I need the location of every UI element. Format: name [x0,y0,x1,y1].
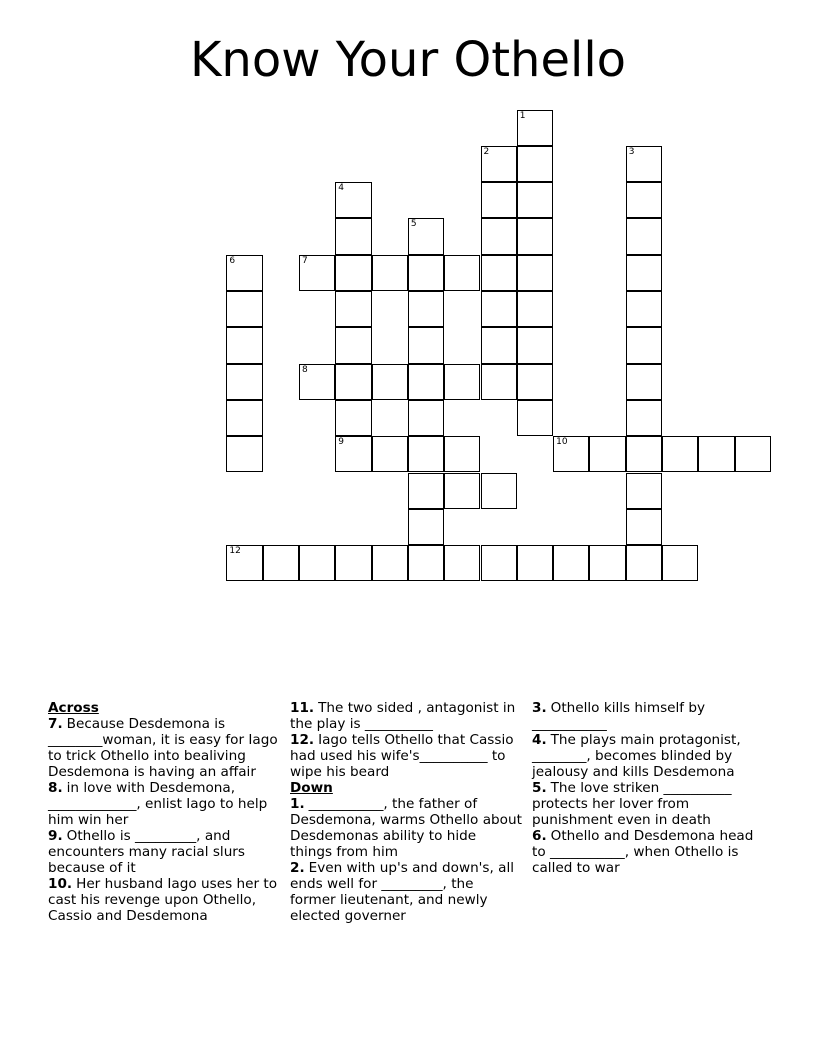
grid-cell[interactable] [408,218,444,254]
grid-cell[interactable] [626,364,662,400]
grid-cell[interactable] [626,255,662,291]
grid-cell[interactable] [226,255,262,291]
grid-cell[interactable] [626,545,662,581]
grid-cell[interactable] [517,182,553,218]
clue-number: 5. [532,780,547,796]
grid-cell[interactable] [263,545,299,581]
grid-cell[interactable] [481,327,517,363]
grid-cell[interactable] [517,327,553,363]
grid-cell[interactable] [662,436,698,472]
clue-item [532,828,768,876]
clue-text: ___________, the father of Desdemona, warms Othello about Desdemonas ability to hide things from him [290,796,522,860]
clue-item [48,828,280,876]
clue-text: The plays main protagonist, ________, becomes blinded by jealousy and kills Desdemona [532,732,741,780]
clue-number: 8. [48,780,63,796]
grid-cell[interactable] [517,218,553,254]
grid-cell[interactable] [226,291,262,327]
grid-cell[interactable] [626,473,662,509]
clue-number-label: 6 [229,255,236,266]
clue-text: Her husband Iago uses her to cast his revenge upon Othello, Cassio and Desdemona [48,876,278,924]
grid-cell[interactable] [698,436,734,472]
grid-cell[interactable] [481,473,517,509]
grid-cell[interactable] [226,436,262,472]
grid-cell[interactable] [589,545,625,581]
clue-text: in love with Desdemona, _____________, enlist Iago to help him win her [48,780,268,828]
grid-cell[interactable] [517,110,553,146]
clue-number: 1. [290,796,305,812]
clue-item [532,732,768,780]
grid-cell[interactable] [444,436,480,472]
grid-cell[interactable] [626,327,662,363]
clue-number: 2. [290,860,305,876]
clue-number-label: 10 [556,437,568,448]
clue-number: 7. [48,716,63,732]
grid-cell[interactable] [517,400,553,436]
grid-cell[interactable] [626,218,662,254]
clue-item [290,700,522,732]
grid-cell[interactable] [626,146,662,182]
grid-cell[interactable] [626,400,662,436]
grid-cell[interactable] [408,364,444,400]
grid-cell[interactable] [444,255,480,291]
grid-cell[interactable] [444,364,480,400]
clue-text: Othello kills himself by ___________ [532,700,706,732]
grid-cell[interactable] [372,255,408,291]
grid-cell[interactable] [481,182,517,218]
grid-cell[interactable] [226,400,262,436]
clue-number: 4. [532,732,547,748]
grid-cell[interactable] [335,218,371,254]
clue-text: Othello and Desdemona head to ___________, when Othello is called to war [532,828,754,876]
across-heading: Across [48,700,99,716]
clue-column-3 [532,700,768,876]
grid-cell[interactable] [335,436,371,472]
grid-cell[interactable] [553,545,589,581]
grid-cell[interactable] [626,291,662,327]
clue-text: The love striken __________ protects her lover from punishment even in death [532,780,732,828]
clue-number: 3. [532,700,547,716]
grid-cell[interactable] [408,400,444,436]
grid-cell[interactable] [408,509,444,545]
grid-cell[interactable] [517,545,553,581]
grid-cell[interactable] [481,146,517,182]
clue-number: 12. [290,732,315,748]
clue-item [290,796,522,860]
clue-number-label: 7 [302,255,308,266]
clue-number: 6. [532,828,547,844]
clue-number-label: 2 [483,146,490,157]
clue-number-label: 8 [302,364,308,375]
clue-column-1 [48,700,280,924]
grid-cell[interactable] [335,182,371,218]
grid-cell[interactable] [408,545,444,581]
clue-item [48,716,280,780]
grid-cell[interactable] [408,473,444,509]
grid-cell[interactable] [335,400,371,436]
grid-cell[interactable] [372,436,408,472]
grid-cell[interactable] [226,364,262,400]
grid-cell[interactable] [335,255,371,291]
clue-text: The two sided , antagonist in the play is __________ [290,700,516,732]
clue-item [48,876,280,924]
grid-cell[interactable] [626,509,662,545]
grid-cell[interactable] [372,364,408,400]
grid-cell[interactable] [517,291,553,327]
clue-item [532,780,768,828]
grid-cell[interactable] [226,327,262,363]
grid-cell[interactable] [299,255,335,291]
grid-cell[interactable] [408,436,444,472]
grid-cell[interactable] [444,473,480,509]
grid-cell[interactable] [553,436,589,472]
clue-text: Because Desdemona is ________woman, it is easy for Iago to trick Othello into bealiving Desdemona is having an affair [48,716,278,780]
clue-number-label: 3 [628,146,635,157]
clue-text: Even with up's and down's, all ends well for _________, the former lieutenant, and newly elected governer [290,860,515,924]
grid-cell[interactable] [735,436,771,472]
clue-number: 9. [48,828,63,844]
clue-number-label: 12 [229,546,241,557]
grid-cell[interactable] [408,255,444,291]
clue-number-label: 1 [519,110,526,121]
grid-cell[interactable] [226,545,262,581]
down-heading: Down [290,780,333,796]
clue-number: 11. [290,700,315,716]
grid-cell[interactable] [408,327,444,363]
clue-number: 10. [48,876,73,892]
grid-cell[interactable] [481,364,517,400]
clue-item [290,860,522,924]
grid-cell[interactable] [444,545,480,581]
clue-text: Iago tells Othello that Cassio had used his wife's__________ to wipe his beard [290,732,514,780]
clue-column-2 [290,700,522,924]
grid-cell[interactable] [662,545,698,581]
clue-text: Othello is _________, and encounters many racial slurs because of it [48,828,245,876]
grid-cell[interactable] [481,218,517,254]
grid-cell[interactable] [626,436,662,472]
clue-item [290,732,522,780]
grid-cell[interactable] [335,291,371,327]
grid-cell[interactable] [299,364,335,400]
clue-number-label: 5 [410,219,417,230]
grid-cell[interactable] [372,545,408,581]
puzzle-title: Know Your Othello [189,32,627,88]
clue-number-label: 9 [338,437,345,448]
grid-cell[interactable] [335,364,371,400]
grid-cell[interactable] [335,327,371,363]
grid-cell[interactable] [335,545,371,581]
clue-item [48,780,280,828]
clue-item [532,700,768,732]
grid-cell[interactable] [481,545,517,581]
grid-cell[interactable] [481,291,517,327]
grid-cell[interactable] [408,291,444,327]
grid-cell[interactable] [626,182,662,218]
clue-number-label: 4 [338,183,345,194]
grid-cell[interactable] [299,545,335,581]
grid-cell[interactable] [517,364,553,400]
grid-cell[interactable] [481,255,517,291]
grid-cell[interactable] [517,146,553,182]
grid-cell[interactable] [517,255,553,291]
grid-cell[interactable] [589,436,625,472]
